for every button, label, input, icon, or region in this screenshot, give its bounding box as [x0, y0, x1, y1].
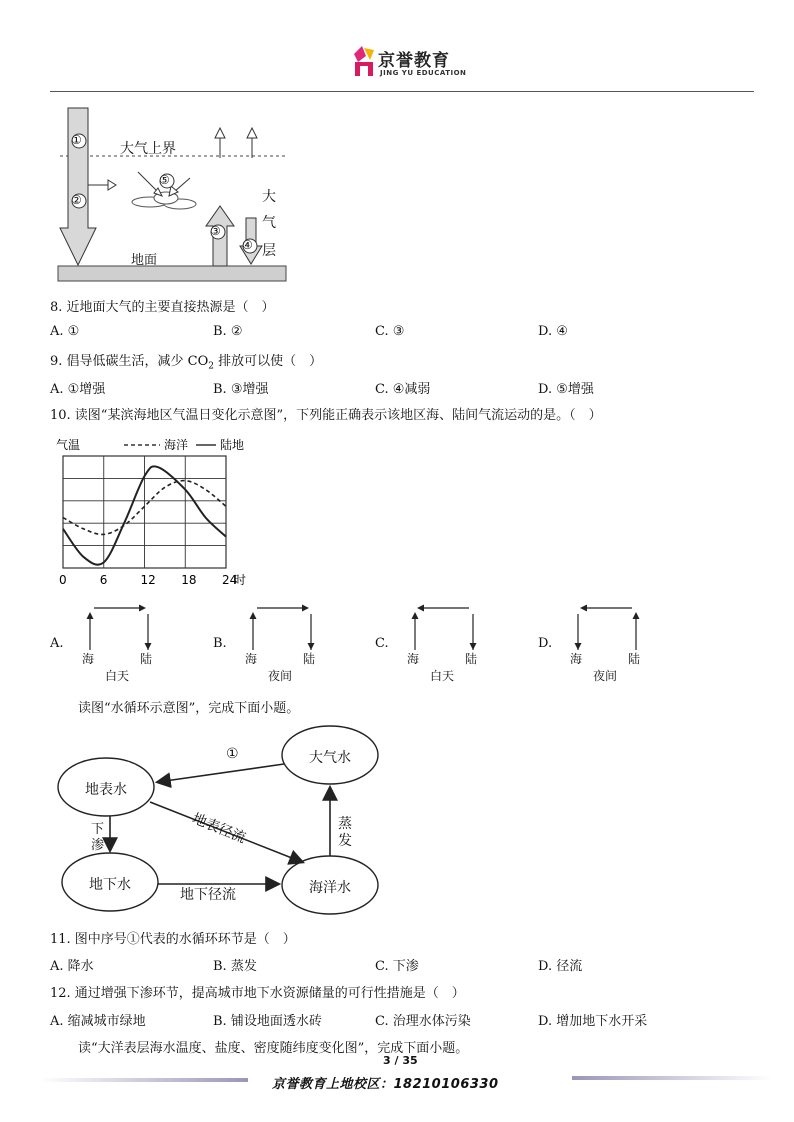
atmosphere-layer-label-3: 层 [262, 243, 276, 259]
temperature-daily-chart [48, 432, 278, 592]
sea-label: 海 [245, 652, 258, 666]
time-label: 白天 [105, 669, 130, 683]
sea-label: 海 [82, 652, 95, 666]
x-tick-label: 6 [99, 573, 108, 587]
arrow-label-2: ② [71, 193, 82, 207]
q12-option-a[interactable]: A. 缩减城市绿地 [50, 1014, 146, 1029]
water-label-1: ① [226, 746, 239, 762]
footer-contact: 京誉教育上地校区：18210106330 [272, 1077, 499, 1092]
question-9 [50, 350, 322, 372]
header-rule [50, 91, 754, 92]
water-node-surface: 地表水 [85, 782, 127, 798]
arrow-label-4: ④ [242, 238, 253, 252]
q9-subscript: 2 [208, 361, 215, 372]
q10-option-letter: A. [50, 636, 64, 651]
circulation-diagram [78, 600, 188, 662]
x-tick-label: 12 [140, 573, 156, 587]
q10-option-letter: D. [538, 636, 553, 651]
brand-name: 京誉教育 [378, 51, 450, 71]
page-number: 3 / 35 [383, 1054, 418, 1067]
q10-option-letter: C. [375, 636, 389, 651]
question-12: 12. 通过增强下渗环节，提高城市地下水资源储量的可行性措施是（ ） [50, 986, 465, 1001]
q10-option-letter: B. [213, 636, 227, 651]
ground-surface [58, 266, 286, 281]
q8-option-b[interactable]: B. ② [213, 324, 243, 339]
water-label-ground-runoff: 地下径流 [180, 887, 236, 903]
footer-bar-left [40, 1078, 248, 1082]
top-flow-arrowhead [139, 605, 146, 612]
q10-option-b[interactable] [213, 600, 333, 690]
right-flow-arrowhead [470, 643, 477, 650]
circulation-diagram [566, 600, 676, 662]
left-flow-arrowhead [412, 612, 419, 619]
q8-option-d[interactable]: D. ④ [538, 324, 568, 339]
legend-label-ocean: 海洋 [164, 438, 189, 452]
water-label-evap-1: 蒸 [338, 816, 352, 832]
water-cycle-intro: 读图“水循环示意图”，完成下面小题。 [78, 701, 300, 716]
q11-option-b[interactable]: B. 蒸发 [213, 959, 257, 974]
q9-text-post: 排放可以使（ ） [214, 354, 323, 369]
arrow-precipitation [158, 764, 284, 782]
time-label: 夜间 [593, 669, 618, 683]
land-label: 陆 [628, 652, 641, 666]
legend-label-land: 陆地 [220, 438, 245, 452]
q9-option-d[interactable]: D. ⑤增强 [538, 382, 594, 397]
q11-option-a[interactable]: A. 降水 [50, 959, 94, 974]
water-label-surface-runoff: 地表径流 [189, 810, 248, 847]
q10-option-d[interactable] [538, 600, 658, 690]
time-label: 白天 [430, 669, 455, 683]
left-flow-arrowhead [87, 612, 94, 619]
ground-label: 地面 [131, 253, 158, 268]
arrow-label-5: ⑤ [159, 173, 170, 187]
water-label-infil-2: 渗 [91, 838, 105, 853]
top-flow-arrowhead [417, 605, 424, 612]
footer-bar-right [572, 1076, 772, 1080]
water-label-evap-2: 发 [338, 833, 352, 849]
q9-text-pre: 9. 倡导低碳生活，减少 CO [50, 354, 209, 369]
land-label: 陆 [303, 652, 316, 666]
top-flow-arrowhead [580, 605, 587, 612]
q12-option-b[interactable]: B. 铺设地面透水砖 [213, 1014, 322, 1029]
q9-option-a[interactable]: A. ①增强 [50, 382, 106, 397]
x-axis-label: 时 [234, 573, 247, 587]
solar-radiation-arrow [60, 108, 96, 265]
question-10: 10. 读图“某滨海地区气温日变化示意图”，下列能正确表示该地区海、陆间气流运动的是。（ ） [50, 408, 602, 423]
q11-option-c[interactable]: C. 下渗 [375, 959, 419, 974]
q12-option-c[interactable]: C. 治理水体污染 [375, 1014, 471, 1029]
sea-label: 海 [407, 652, 420, 666]
water-node-atmos: 大气水 [309, 750, 351, 766]
circulation-diagram [241, 600, 351, 662]
x-tick-label: 24 [222, 573, 238, 587]
water-node-ground: 地下水 [89, 877, 131, 893]
q9-option-c[interactable]: C. ④减弱 [375, 382, 431, 397]
water-label-infil-1: 下 [91, 822, 105, 837]
right-flow-arrowhead [145, 643, 152, 650]
x-tick-label: 0 [59, 573, 67, 587]
q8-option-c[interactable]: C. ③ [375, 324, 405, 339]
chart-ticks [59, 572, 246, 587]
time-label: 夜间 [268, 669, 293, 683]
chart-ylabel: 气温 [56, 438, 81, 452]
q11-option-d[interactable]: D. 径流 [538, 959, 583, 974]
q8-option-a[interactable]: A. ① [50, 324, 80, 339]
left-flow-arrowhead [575, 643, 582, 650]
question-11: 11. 图中序号①代表的水循环环节是（ ） [50, 932, 296, 947]
left-flow-arrowhead [250, 612, 257, 619]
land-label: 陆 [140, 652, 153, 666]
sea-label: 海 [570, 652, 583, 666]
water-node-ocean: 海洋水 [309, 880, 351, 896]
right-flow-arrowhead [308, 643, 315, 650]
q9-option-b[interactable]: B. ③增强 [213, 382, 269, 397]
x-tick-label: 18 [181, 573, 197, 587]
q10-option-c[interactable] [375, 600, 495, 690]
brand-subtitle: JING YU EDUCATION [380, 69, 467, 77]
question-8: 8. 近地面大气的主要直接热源是（ ） [50, 300, 275, 315]
q12-option-d[interactable]: D. 增加地下水开采 [538, 1014, 648, 1029]
atmosphere-layer-label-2: 气 [262, 215, 276, 231]
atmosphere-top-label: 大气上界 [120, 141, 176, 157]
land-label: 陆 [465, 652, 478, 666]
top-flow-arrowhead [302, 605, 309, 612]
arrow-label-1: ① [71, 133, 82, 147]
ocean-intro: 读“大洋表层海水温度、盐度、密度随纬度变化图”，完成下面小题。 [78, 1041, 469, 1056]
circulation-diagram [403, 600, 513, 662]
right-flow-arrowhead [633, 612, 640, 619]
arrow-label-3: ③ [210, 224, 221, 238]
atmosphere-layer-label-1: 大 [262, 189, 276, 205]
logo-icon [352, 44, 378, 78]
q10-option-a[interactable] [50, 600, 170, 690]
